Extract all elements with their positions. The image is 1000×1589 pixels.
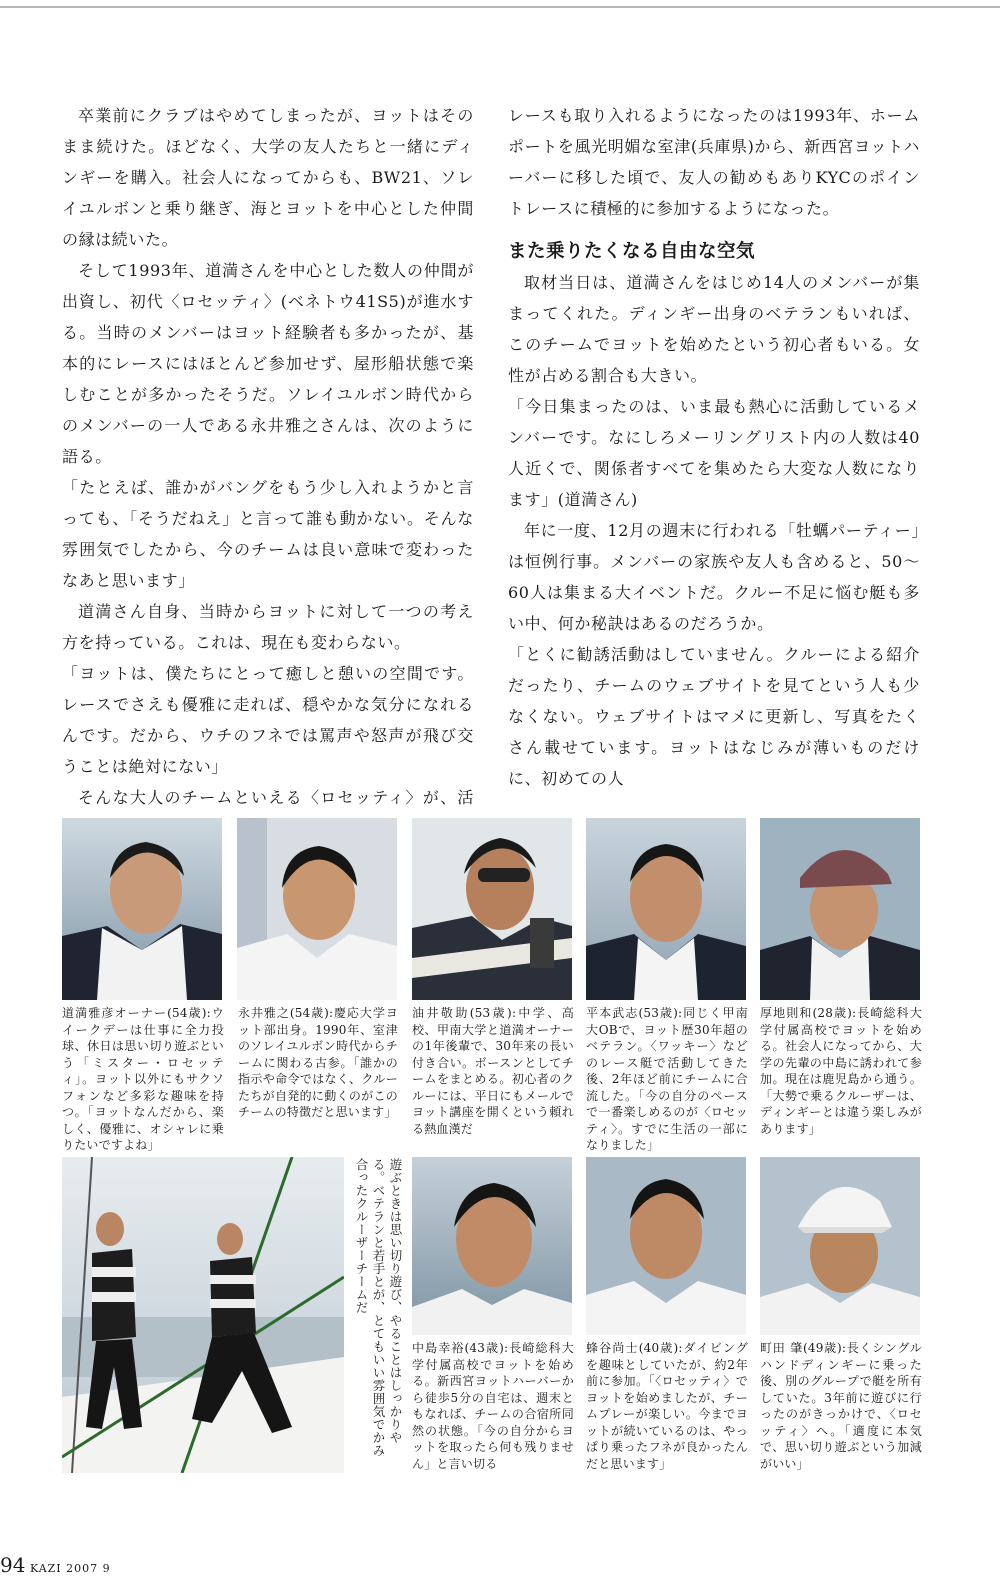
portrait-photo-hiramoto bbox=[586, 818, 746, 1000]
photo-caption: 道満雅彦オーナー(54歳):ウイークデーは仕事に全力投球、休日は思い切り遊ぶという「ミスター・ロセッティ」。ヨット以外にもサクソフォンなど多彩な趣味を持つ。「ヨットなんだから、楽しく、優雅に、オシャレに乗りたいですよね」 bbox=[62, 1006, 224, 1152]
paragraph: 年に一度、12月の週末に行われる「牡蠣パーティー」は恒例行事。メンバーの家族や友人も含めると、50〜60人は集まる大イベントだ。クルー不足に悩む艇も多い中、何か秘訣はあるのだろうか。 bbox=[508, 521, 920, 633]
paragraph: 「たとえば、誰かがバングをもう少し入れようかと言っても、「そうだねえ」と言って誰も動かない。そんな雰囲気でしたから、今のチームは良い意味で変わったなあと思います」 bbox=[62, 478, 474, 590]
portrait-photo-machida bbox=[760, 1157, 920, 1335]
paragraph: 卒業前にクラブはやめてしまったが、ヨットはそのまま続けた。ほどなく、大学の友人たちと一緒にディンギーを購入。社会人になってからも、BW21、ソレイユルボンと乗り継ぎ、海とヨットを中心とした仲間の縁は続いた。 bbox=[62, 106, 474, 249]
photo-caption: 永井雅之(54歳):慶応大学ヨット部出身。1990年、室津のソレイユルボン時代からチームに関わる古参。「誰かの指示や命令ではなく、クルーたちが自発的に動くのがこのチームの特徴だと思います」 bbox=[238, 1006, 398, 1119]
photo-caption: 平本武志(53歳):同じく甲南大OBで、ヨット歴30年超のベテラン。〈ワッキー〉などのレース艇で活動してきた後、2年ほど前にチームに合流した。「今の自分のペースで一番楽しめるのが〈ロセッティ〉。すでに生活の一部になりました」 bbox=[586, 1006, 748, 1152]
portrait-photo-atsuchi bbox=[760, 818, 920, 1000]
photo-caption: 蜂谷尚士(40歳):ダイビングを趣味としていたが、約2年前に参加。「〈ロセッティ〉でヨットを始めましたが、チームプレーが楽しい。今までヨットが続いているのは、やっぱり乗ったフネが良かったんだと思います」 bbox=[586, 1341, 748, 1471]
page-number: 94 bbox=[0, 1553, 26, 1577]
photo-caption: 中島幸裕(43歳):長崎総科大学付属高校でヨットを始める。新西宮ヨットハーバーから徒歩5分の自宅は、週末ともなれば、チームの合宿所同然の状態。「今の自分からヨットを取ったら何も残りません」と言い切る bbox=[412, 1341, 574, 1471]
photo-caption: 町田 肇(49歳):長くシングルハンドディンギーに乗った後、別のグループで艇を所有していた。3年前に遊びに行ったのがきっかけで、〈ロセッティ〉へ。「適度に本気で、思い切り遊ぶという加減がいい」 bbox=[760, 1341, 922, 1471]
paragraph: 道満さん自身、当時からヨットに対して一つの考え方を持っている。これは、現在も変わらない。 bbox=[62, 602, 474, 652]
action-photo-crew-grinding bbox=[62, 1157, 344, 1473]
portrait-photo-nagai bbox=[237, 818, 397, 1000]
page-footer bbox=[0, 1553, 111, 1577]
portrait-photo-nakajima bbox=[412, 1157, 572, 1335]
photo-caption: 厚地則和(28歳):長崎総科大学付属高校でヨットを始める。社会人になってから、大学の先輩の中島に誘われて参加。現在は鹿児島から通う。「大勢で乗るクルーザーは、ディンギーとは違う楽しみがあります」 bbox=[760, 1006, 922, 1136]
paragraph: 「今日集まったのは、いま最も熱心に活動しているメンバーです。なにしろメーリングリスト内の人数は40人近くで、関係者すべてを集めたら大変な人数になります」(道満さん) bbox=[508, 397, 920, 509]
paragraph: 「とくに勧誘活動はしていません。クルーによる紹介だったり、チームのウェブサイトを見てという人も少なくない。ウェブサイトはマメに更新し、写真をたくさん載せています。ヨットはなじみが薄いものだけに、初めての人 bbox=[508, 645, 920, 788]
portrait-photo-yui bbox=[412, 818, 572, 1000]
paragraph: そして1993年、道満さんを中心とした数人の仲間が出資し、初代〈ロセッティ〉(ベネトウ41S5)が進水する。当時のメンバーはヨット経験者も多かったが、基本的にレースにはほとんど参加せず、屋形船状態で楽しむことが多かったそうだ。ソレイユルボン時代からのメンバーの一人である永井雅之さんは、次のように語る。 bbox=[62, 261, 474, 466]
paragraph: 取材当日は、道満さんをはじめ14人のメンバーが集まってくれた。ディンギー出身のベテランもいれば、このチームでヨットを始めたという初心者もいる。女性が占める割合も大きい。 bbox=[508, 273, 920, 385]
top-rule bbox=[0, 6, 1000, 8]
photo-caption: 油井敬助(53歳):中学、高校、甲南大学と道満オーナーの1年後輩で、30年来の長い付き合い。ボースンとしてチームをまとめる。初心者のクルーには、平日にもメールでヨット講座を開くという頼れる熱血漢だ bbox=[412, 1006, 574, 1136]
article-column-right bbox=[508, 100, 920, 794]
magazine-issue: KAZI 2007 9 bbox=[29, 1562, 111, 1575]
action-photo-caption-vertical: 遊ぶときは思い切り遊び、やることはしっかりやる。ベテランと若手とが、とてもいい雰囲気でかみ合ったクルーザーチームだ bbox=[354, 1158, 403, 1457]
paragraph: そんな大人のチームといえる〈ロセッティ〉が、活 bbox=[78, 788, 474, 807]
article-column-left bbox=[62, 100, 474, 844]
portrait-photo-domitsu bbox=[62, 818, 222, 1000]
paragraph: レースも取り入れるようになったのは1993年、ホームポートを風光明媚な室津(兵庫県)から、新西宮ヨットハーバーに移した頃で、友人の勧めもありKYCのポイントレースに積極的に参加するようになった。 bbox=[508, 106, 920, 218]
paragraph: 「ヨットは、僕たちにとって癒しと憩いの空間です。レースでさえも優雅に走れば、穏やかな気分になれるんです。だから、ウチのフネでは罵声や怒声が飛び交うことは絶対にない」 bbox=[62, 664, 474, 776]
portrait-photo-hachiya bbox=[586, 1157, 746, 1335]
section-heading: また乗りたくなる自由な空気 bbox=[508, 241, 756, 262]
